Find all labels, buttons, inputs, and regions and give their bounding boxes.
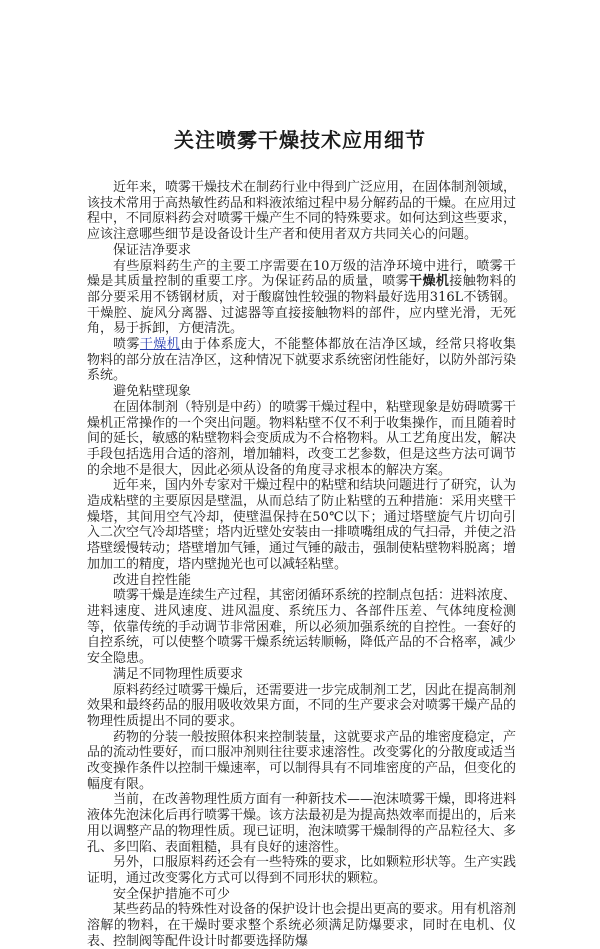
paragraph: 药物的分装一般按照体积来控制装量，这就要求产品的堆密度稳定，产品的流动性要好，而口服冲剂则往往要求速溶性。改变雾化的分散度或适当改变操作条件以控制干燥速率，可以制得具有不同堆密度的产品，但变化的幅度有限。 [87,729,517,792]
paragraph: 当前，在改善物理性质方面有一种新技术——泡沫喷雾干燥，即将进料液体先泡沫化后再行喷雾干燥。该方法最初是为提高热效率而提出的，后来用以调整产品的物理性质。现已证明，泡沫喷雾干燥制得的产品粒径大、多孔、多凹陷、表面粗糙，具有良好的速溶性。 [87,792,517,855]
paragraph: 近年来，喷雾干燥技术在制药行业中得到广泛应用，在固体制剂领域，该技术常用于高热敏性药品和料液浓缩过程中易分解药品的干燥。在应用过程中，不同原料药会对喷雾干燥产生不同的特殊要求。如何达到这些要求，应该注意哪些细节是设备设计生产者和使用者双方共同关心的问题。 [87,180,517,243]
text: 由于体系庞大，不能整体都放在洁净区域，经常只将收集物料的部分放在洁净区，这种情况下就要求系统密闭性能好，以防外部污染系统。 [87,337,517,384]
paragraph: 在固体制剂（特别是中药）的喷雾干燥过程中，粘壁现象是妨碍喷雾干燥机正常操作的一个突出问题。物料粘壁不仅不利于收集操作，而且随着时间的延长，敏感的粘壁物料会变质成为不合格物料。从工艺角度出发，解决手段包括选用合适的溶剂，增加辅料，改变工艺参数，但是这些方法可调节的余地不是很大，因此必须从设备的角度寻求根本的解决方案。 [87,399,517,478]
paragraph: 某些药品的特殊性对设备的保护设计也会提出更高的要求。用有机溶剂溶解的物料，在干燥时要求整个系统必须满足防爆要求，同时在电机、仪表、控制阀等配件设计时都要选择防爆 [87,902,517,949]
text: 有些原料药生产的主要工序需要在10万级的洁净环境中进行，喷雾干燥是其质量控制的重要工序。为保证药品的质量，喷雾 [87,258,516,290]
section-heading: 改进自控性能 [113,572,192,588]
section-heading: 安全保护措施不可少 [113,886,231,902]
paragraph [87,259,516,338]
article-body [87,180,516,949]
keyword-bold: 干燥机 [409,274,450,290]
section-heading: 满足不同物理性质要求 [113,666,244,682]
paragraph: 近年来，国内外专家对干燥过程中的粘壁和结块问题进行了研究，认为造成粘壁的主要原因是壁温，从而总结了防止粘壁的五种措施：采用夹壁干燥塔，其间用空气冷却，使壁温保持在50℃以下；通过塔壁旋气片切向引入二次空气冷却塔壁；塔内近壁处安装由一排喷嘴组成的气扫帚，并使之沿塔壁缓慢转动；塔壁增加气锤，通过气锤的敲击，强制使粘壁物料脱离；增加加工的精度，塔内壁抛光也可以减轻粘壁。 [87,478,517,572]
paragraph: 喷雾干燥是连续生产过程，其密闭循环系统的控制点包括：进料浓度、进料速度、进风速度、进风温度、系统压力、各部件压差、气体纯度检测等，依靠传统的手动调节非常困难，所以必须加强系统的自控性。一套好的自控系统，可以使整个喷雾干燥系统运转顺畅，降低产品的不合格率，减少安全隐患。 [87,588,517,667]
page-title: 关注喷雾干燥技术应用细节 [174,128,426,152]
paragraph [87,337,516,384]
text: 喷雾 [113,337,140,353]
section-heading: 避免粘壁现象 [113,384,192,400]
dryer-link[interactable]: 干燥机 [139,337,181,353]
paragraph: 原料药经过喷雾干燥后，还需要进一步完成制剂工艺，因此在提高制剂效果和最终药品的服用吸收效果方面，不同的生产要求会对喷雾干燥产品的物理性质提出不同的要求。 [87,682,517,729]
paragraph: 另外，口服原料药还会有一些特殊的要求，比如颗粒形状等。生产实践证明，通过改变雾化方式可以得到不同形状的颗粒。 [87,855,517,886]
text: 接触物料的部分要采用不锈钢材质，对于酸腐蚀性较强的物料最好选用316L不锈钢。干燥腔、旋风分离器、过滤器等直接接触物料的部件，应内壁光滑，无死角，易于拆卸，方便清洗。 [87,274,516,337]
section-heading: 保证洁净要求 [113,242,192,258]
